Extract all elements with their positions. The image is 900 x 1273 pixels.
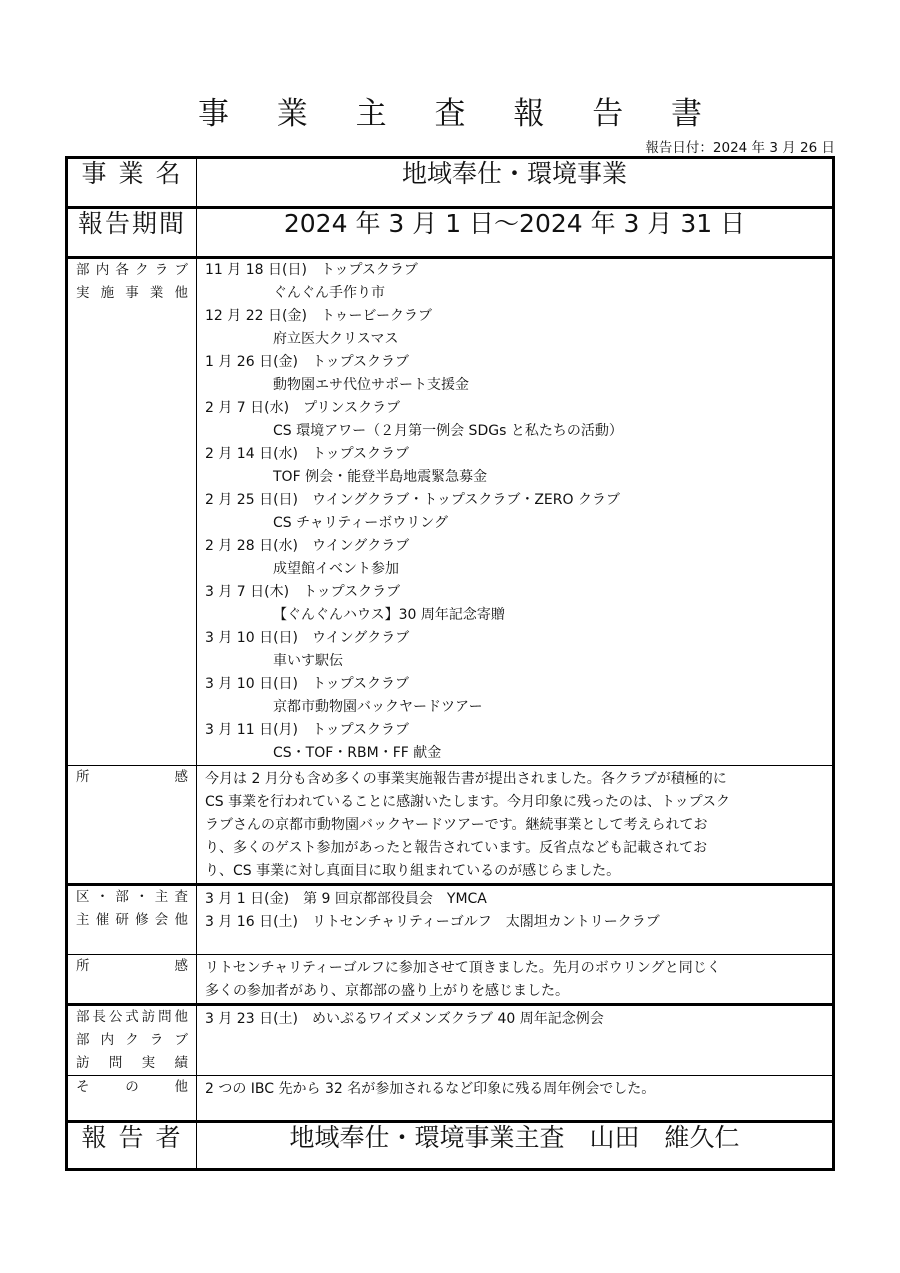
activity-entry [197, 443, 832, 489]
training-line: 3 月 16 日(土) リトセンチャリティーゴルフ 太閤坦カントリークラブ [205, 914, 660, 930]
visits-label-line: 部長公式訪問他 [76, 1009, 188, 1025]
impression2-text [197, 955, 834, 1005]
activity-club: トップスクラブ [312, 722, 410, 738]
activity-event: 京都市動物園バックヤードツアー [273, 699, 483, 715]
training-label-line: 区・部・主査 [76, 889, 188, 905]
report-period-label: 報告期間 [67, 208, 197, 258]
impression1-line: 今月は 2 月分も含め多くの事業実施報告書が提出されました。各クラブが積極的に [205, 771, 727, 787]
club-activities-label-line: 実施事業他 [76, 285, 188, 301]
training-text [197, 885, 834, 955]
impression1-line: CS 事業を行われていることに感謝いたします。今月印象に残ったのは、トップスク [205, 794, 731, 810]
business-name-label: 事 業 名 [67, 158, 197, 208]
activity-entry [197, 259, 832, 305]
report-period-value: 2024 年 3 月 1 日～2024 年 3 月 31 日 [197, 208, 834, 258]
activity-club: トップスクラブ [303, 584, 401, 600]
activity-event: CS 環境アワー（２月第一例会 SDGs と私たちの活動） [273, 423, 623, 439]
other-label [67, 1076, 197, 1122]
activity-date: 2 月 14 日(水) [205, 446, 298, 462]
report-period-row [67, 208, 834, 258]
activity-entry [197, 673, 832, 719]
impression2-label [67, 955, 197, 1005]
impression1-line: ラブさんの京都市動物園バックヤードツアーです。継続事業として考えられてお [205, 817, 708, 833]
activity-club: ウイングクラブ・トップスクラブ・ZERO クラブ [312, 492, 620, 508]
activity-entry [197, 351, 832, 397]
other-line: 2 つの IBC 先から 32 名が参加されるなど印象に残る周年例会でした。 [205, 1081, 656, 1097]
impression-label-text: 所感 [76, 958, 188, 974]
impression1-line: り、多くのゲスト参加があったと報告されています。反省点なども記載されてお [205, 840, 708, 856]
other-text [197, 1076, 834, 1122]
impression1-line: り、CS 事業に対し真面目に取り組まれているのが感じらました。 [205, 863, 621, 879]
training-line: 3 月 1 日(金) 第 9 回京都部役員会 YMCA [205, 891, 487, 907]
activity-event: CS チャリティーボウリング [273, 515, 449, 531]
activity-event: 【ぐんぐんハウス】30 周年記念寄贈 [273, 607, 505, 623]
visits-label-line: 訪問実績 [76, 1055, 188, 1071]
impression2-line: リトセンチャリティーゴルフに参加させて頂きました。先月のボウリングと同じく [205, 960, 721, 976]
activity-date: 3 月 10 日(日) [205, 676, 298, 692]
activity-date: 2 月 28 日(水) [205, 538, 298, 554]
activity-club: トップスクラブ [320, 262, 418, 278]
other-row [67, 1076, 834, 1122]
club-activities-row [67, 258, 834, 766]
other-label-text: その他 [76, 1079, 188, 1095]
activity-entry [197, 581, 832, 627]
activity-entry [197, 489, 832, 535]
activity-date: 2 月 7 日(水) [205, 400, 290, 416]
activity-club: ウイングクラブ [312, 630, 410, 646]
activity-entry [197, 305, 832, 351]
activity-date: 11 月 18 日(日) [205, 262, 307, 278]
activity-date: 2 月 25 日(日) [205, 492, 298, 508]
impression1-text [197, 766, 834, 885]
reporter-label: 報 告 者 [67, 1122, 197, 1170]
activity-event: ぐんぐん手作り市 [273, 285, 385, 301]
impression2-row [67, 955, 834, 1005]
business-name-row [67, 158, 834, 208]
activity-event: 車いす駅伝 [273, 653, 343, 669]
visits-label [67, 1005, 197, 1076]
activity-event: 動物園エサ代位サポート支援金 [273, 377, 469, 393]
reporter-value: 地域奉仕・環境事業主査 山田 維久仁 [197, 1122, 834, 1170]
activity-date: 12 月 22 日(金) [205, 308, 307, 324]
training-row [67, 885, 834, 955]
club-activities-label [67, 258, 197, 766]
report-table [65, 156, 835, 1171]
activity-date: 1 月 26 日(金) [205, 354, 298, 370]
activity-entry [197, 719, 832, 765]
club-activities-list [197, 258, 834, 766]
activity-event: TOF 例会・能登半島地震緊急募金 [273, 469, 488, 485]
activity-event: CS・TOF・RBM・FF 献金 [273, 745, 442, 761]
activity-date: 3 月 7 日(木) [205, 584, 290, 600]
activity-event: 府立医大クリスマス [273, 331, 399, 347]
visits-row [67, 1005, 834, 1076]
club-activities-label-line: 部内各クラブ [76, 262, 188, 278]
training-label [67, 885, 197, 955]
activity-club: トゥービークラブ [320, 308, 432, 324]
activity-club: トップスクラブ [312, 354, 410, 370]
activity-club: プリンスクラブ [303, 400, 401, 416]
visits-label-line: 部内クラブ [76, 1032, 188, 1048]
impression-label-text: 所感 [76, 769, 188, 785]
activity-date: 3 月 11 日(月) [205, 722, 298, 738]
impression1-row [67, 766, 834, 885]
activity-club: トップスクラブ [312, 676, 410, 692]
visits-line: 3 月 23 日(土) めいぷるワイズメンズクラブ 40 周年記念例会 [205, 1011, 604, 1027]
visits-text [197, 1005, 834, 1076]
activity-entry [197, 627, 832, 673]
activity-date: 3 月 10 日(日) [205, 630, 298, 646]
report-date: 報告日付：2024 年 3 月 26 日 [645, 140, 835, 156]
document-title: 事 業 主 査 報 告 書 [197, 96, 722, 132]
activity-club: ウイングクラブ [312, 538, 410, 554]
activity-entry [197, 535, 832, 581]
activity-club: トップスクラブ [312, 446, 410, 462]
reporter-row [67, 1122, 834, 1170]
impression2-line: 多くの参加者があり、京都部の盛り上がりを感じました。 [205, 983, 569, 999]
impression1-label [67, 766, 197, 885]
activity-event: 成望館イベント参加 [273, 561, 399, 577]
training-label-line: 主催研修会他 [76, 912, 188, 928]
business-name-value: 地域奉仕・環境事業 [197, 158, 834, 208]
activity-entry [197, 397, 832, 443]
